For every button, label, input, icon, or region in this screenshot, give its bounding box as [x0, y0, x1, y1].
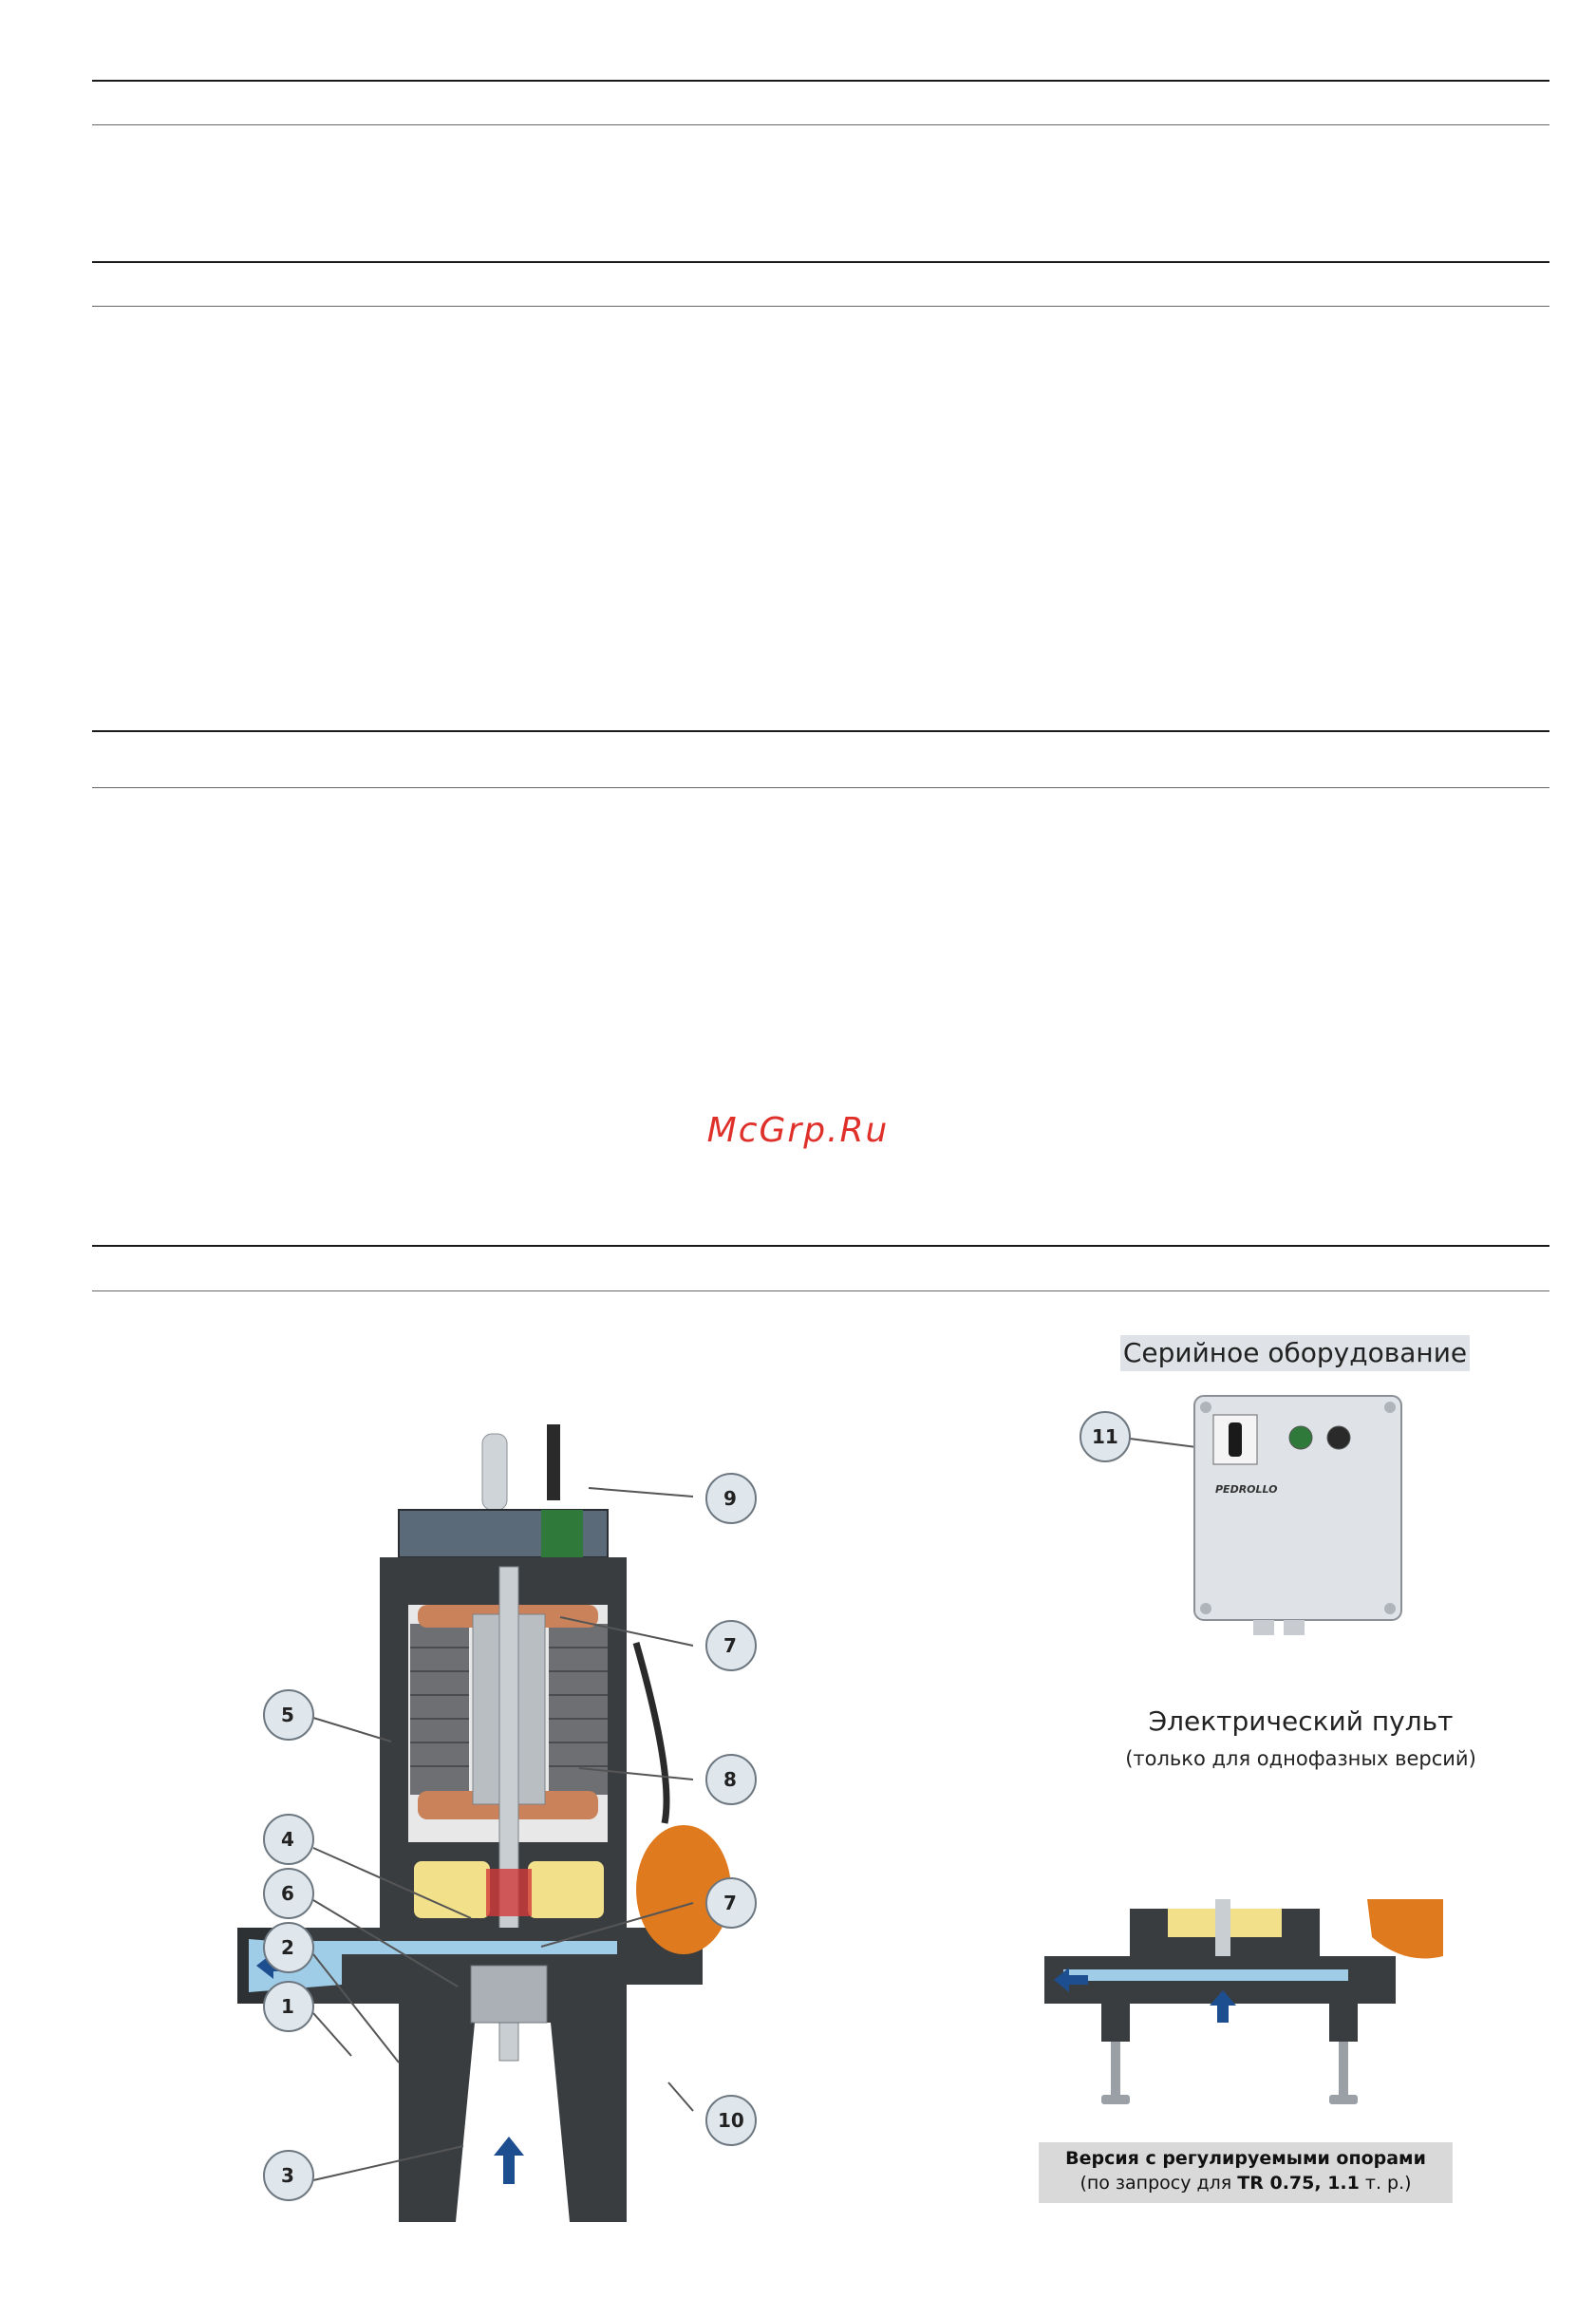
cable-gland	[1253, 1620, 1274, 1635]
callout-7-top	[560, 1617, 756, 1670]
water-channel	[1063, 1969, 1348, 1981]
callout-9	[589, 1474, 756, 1523]
foot-left	[1111, 2042, 1120, 2099]
adjustable-feet-note: (по запросу для TR 0.75, 1.1 т. р.)	[1080, 2173, 1412, 2194]
callout-1	[264, 1982, 351, 2056]
foot-right-pad	[1329, 2095, 1358, 2104]
float-switch	[1367, 1899, 1443, 1959]
rule-3	[92, 261, 1549, 263]
adjustable-feet-illustration	[1044, 1899, 1443, 2137]
panel-screw	[1384, 1402, 1396, 1413]
panel-screw	[1200, 1402, 1211, 1413]
cable-gland	[1284, 1620, 1305, 1635]
adjustable-feet-caption	[1039, 2142, 1453, 2203]
svg-text:11: 11	[1092, 1425, 1118, 1448]
callout-8	[579, 1755, 756, 1804]
rule-6	[92, 787, 1549, 788]
watermark: McGrp.Ru	[706, 1111, 890, 1150]
control-panel-title: Электрический пульт	[1148, 1705, 1454, 1737]
svg-text:8: 8	[723, 1768, 737, 1791]
indicator-lamp	[1289, 1426, 1312, 1449]
rule-2	[92, 124, 1549, 125]
callout-10	[668, 2082, 756, 2145]
control-panel-subtitle: (только для однофазных версий)	[1125, 1747, 1476, 1770]
rule-5	[92, 730, 1549, 732]
callout-11	[1080, 1412, 1130, 1461]
rule-4	[92, 306, 1549, 307]
rule-1	[92, 80, 1549, 82]
control-panel-illustration	[1063, 1386, 1405, 1671]
svg-text:6: 6	[281, 1882, 294, 1905]
svg-text:1: 1	[281, 1995, 294, 2018]
adjustable-feet-title: Версия с регулируемыми опорами	[1065, 2148, 1426, 2169]
svg-text:7: 7	[723, 1634, 737, 1657]
switch-handle	[1229, 1422, 1242, 1457]
callout-7-bottom	[541, 1878, 756, 1947]
svg-text:2: 2	[281, 1936, 294, 1959]
svg-text:10: 10	[718, 2109, 744, 2132]
callout-5	[264, 1690, 391, 1742]
svg-text:3: 3	[281, 2164, 294, 2187]
panel-screw	[1200, 1603, 1211, 1614]
svg-text:7: 7	[723, 1892, 737, 1914]
svg-text:9: 9	[723, 1487, 737, 1510]
panel-screw	[1384, 1603, 1396, 1614]
rule-8	[92, 1290, 1549, 1291]
rule-7	[92, 1245, 1549, 1247]
foot-left-pad	[1101, 2095, 1130, 2104]
svg-text:5: 5	[281, 1704, 294, 1726]
reset-button	[1327, 1426, 1350, 1449]
serial-equipment-label: Серийное оборудование	[1120, 1335, 1470, 1371]
svg-text:4: 4	[281, 1828, 294, 1851]
panel-brand: PEDROLLO	[1215, 1483, 1278, 1496]
callout-3	[264, 2146, 463, 2200]
pump-callouts	[247, 1443, 854, 2298]
foot-right	[1339, 2042, 1348, 2099]
